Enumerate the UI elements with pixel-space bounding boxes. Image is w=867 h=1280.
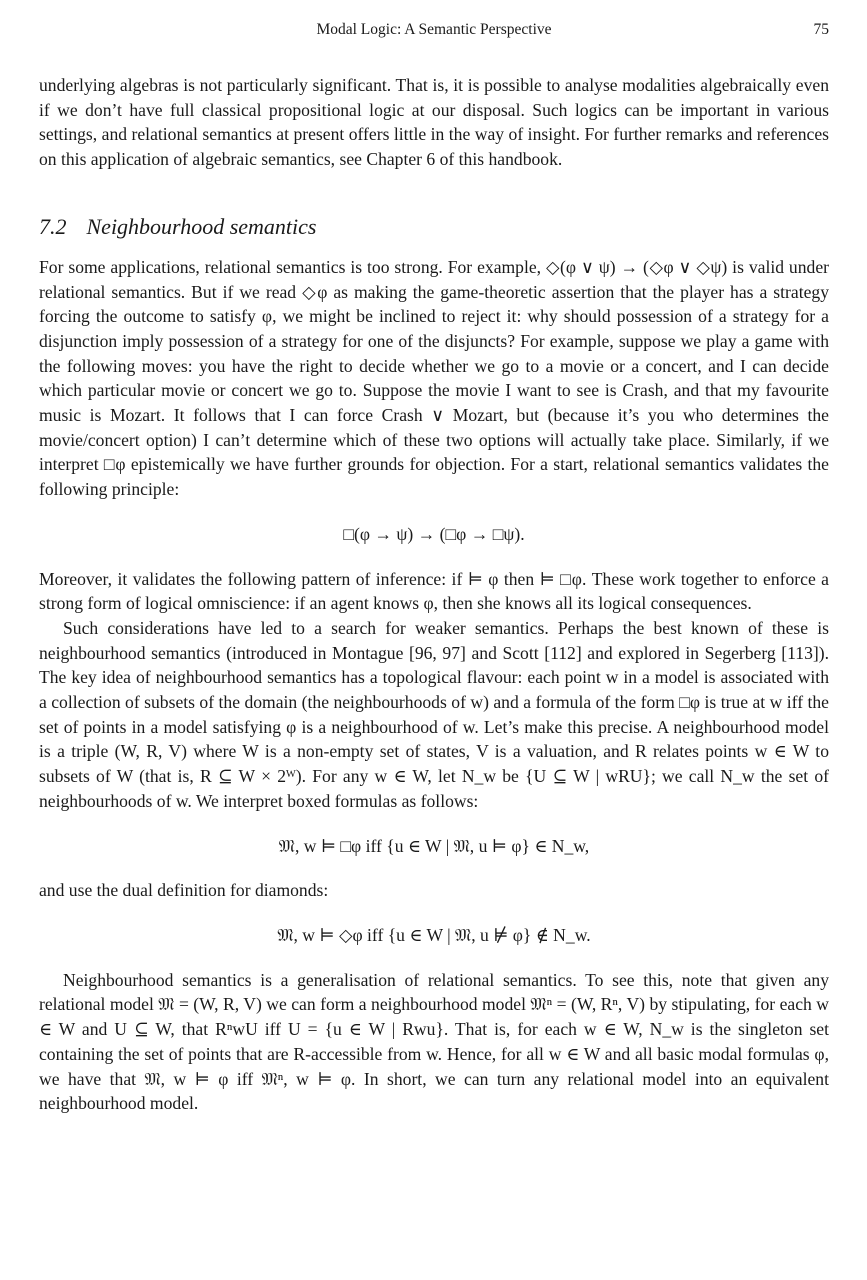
body-text: [39, 73, 829, 1116]
paragraph-relational-too-strong: For some applications, relational semantics is too strong. For example, ◇(φ ∨ ψ) → (◇φ ∨ ◇ψ) is valid under relational semantics. But if we read ◇φ as making the game-theoretic assertion that the player has a strategy forcing the outcome to satisfy φ, we might be inclined to reject it: why should possession of a strategy for a disjunction imply possession of a strategy for one of the disjuncts? For example, suppose we play a game with the following moves: you have the right to decide whether we go to a movie or a concert, and I can decide which particular movie or concert we go to. Suppose the movie I want to see is Crash, and that my favourite music is Mozart. It follows that I can force Crash ∨ Mozart, but (because it’s you who determines the movie/concert option) I can’t determine which of these two options will actually take place. Similarly, if we interpret □φ epistemically we have further grounds for objection. For a start, relational semantics validates the following principle:: [39, 256, 829, 500]
section-number: 7.2: [39, 213, 67, 239]
paragraph-weaker-semantics: Such considerations have led to a search for weaker semantics. Perhaps the best known of these is neighbourhood semantics (introduced in Montague [96, 97] and Scott [112] and explored in Segerberg [113]). The key idea of neighbourhood semantics has a topological flavour: each point w in a model is associated with a collection of subsets of the domain (the neighbourhoods of w) and a formula of the form □φ is true at w iff the set of points in a model satisfying φ is a neighbourhood of w. Let’s make this precise. A neighbourhood model is a triple (W, R, V) where W is a non-empty set of states, V is a valuation, and R relates points w ∈ W to subsets of W (that is, R ⊆ W × 2ᵂ). For any w ∈ W, let N_w be {U ⊆ W | wRU}; we call N_w the set of neighbourhoods of w. We interpret boxed formulas as follows:: [39, 617, 829, 811]
display-formula-box: 𝔐, w ⊨ □φ iff {u ∈ W | 𝔐, u ⊨ φ} ∈ N_w,: [278, 835, 590, 856]
page-number: 75: [813, 21, 829, 38]
display-formula-k-axiom: □(φ → ψ) → (□φ → □ψ).: [343, 523, 525, 544]
running-header: [39, 19, 829, 41]
paragraph-generalisation: Neighbourhood semantics is a generalisation of relational semantics. To see this, note that given any relational model 𝔐 = (W, R, V) we can form a neighbourhood model 𝔐ⁿ = (W, Rⁿ, V) by stipulating, for each w ∈ W and U ⊆ W, that RⁿwU iff U = {u ∈ W | Rwu}. That is, for each w ∈ W, N_w is the singleton set containing the set of points that are R-accessible from w. Hence, for all w ∈ W and all basic modal formulas φ, we have that 𝔐, w ⊨ φ iff 𝔐ⁿ, w ⊨ φ. In short, we can turn any relational model into an equivalent neighbourhood model.: [39, 969, 829, 1114]
section-heading: [39, 212, 829, 242]
running-title: Modal Logic: A Semantic Perspective: [316, 21, 552, 38]
paragraph-intro: underlying algebras is not particularly significant. That is, it is possible to analyse modalities algebraically even if we don’t have full classical propositional logic at our disposal. Such logics can be important in various settings, and relational semantics at present offers little in the way of insight. For further remarks and references on this application of algebraic semantics, see Chapter 6 of this handbook.: [39, 75, 829, 170]
display-formula-diamond: 𝔐, w ⊨ ◇φ iff {u ∈ W | 𝔐, u ⊭ φ} ∉ N_w.: [277, 924, 591, 945]
paragraph-dual-definition: and use the dual definition for diamonds:: [39, 880, 329, 901]
section-title: Neighbourhood semantics: [86, 213, 317, 239]
paragraph-logical-omniscience: Moreover, it validates the following pattern of inference: if ⊨ φ then ⊨ □φ. These work together to enforce a strong form of logical omniscience: if an agent knows φ, then she knows all its logical consequences.: [39, 568, 829, 614]
